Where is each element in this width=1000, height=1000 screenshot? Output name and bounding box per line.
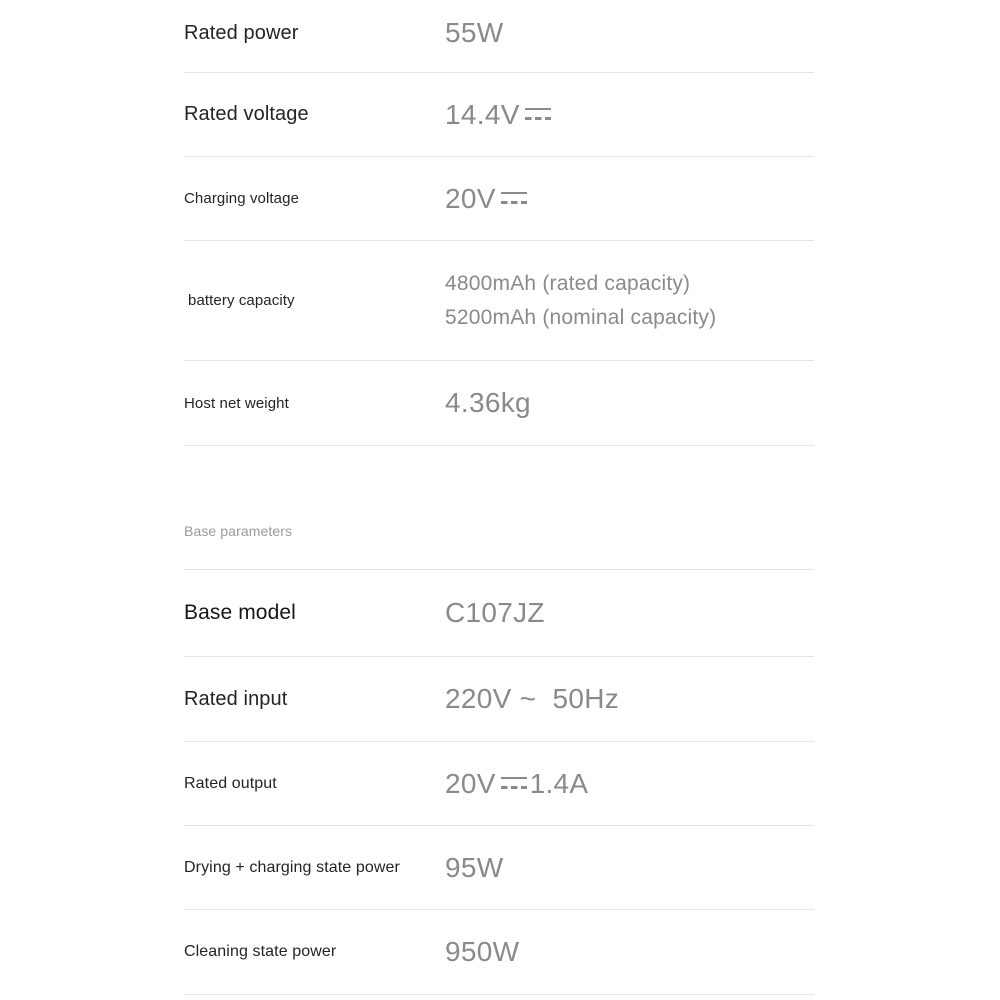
spec-row-base-model [184,570,814,657]
battery-nominal-capacity: 5200mAh (nominal capacity) [445,305,717,329]
spec-value-host-net-weight: 4.36kg [445,387,531,418]
spec-value-cleaning-state-power: 950W [445,936,520,967]
spec-label-battery-capacity: battery capacity [188,292,295,309]
spec-row-rated-input [184,657,814,742]
spec-label-rated-input: Rated input [184,687,288,710]
spec-row-drying-charging-power [184,826,814,910]
section-header-base-parameters [184,446,814,570]
spec-label-charging-voltage: Charging voltage [184,190,300,207]
spec-label-rated-power: Rated power [184,21,299,44]
battery-rated-capacity: 4800mAh (rated capacity) [445,271,691,295]
spec-label-base-model: Base model [184,601,296,624]
spec-value-rated-output: 20V 1.4A [445,767,589,799]
spec-label-host-net-weight: Host net weight [184,394,289,412]
spec-row-rated-power [184,0,814,73]
spec-label-drying-charging-power: Drying + charging state power [184,858,400,876]
spec-row-charging-voltage [184,157,814,241]
spec-row-battery-capacity [184,241,814,361]
spec-label-rated-voltage: Rated voltage [184,103,309,125]
spec-row-rated-output [184,742,814,826]
spec-label-rated-output: Rated output [184,774,277,792]
spec-row-host-net-weight [184,361,814,446]
spec-label-cleaning-state-power: Cleaning state power [184,943,337,960]
spec-table [184,0,814,995]
section-header-label: Base parameters [184,523,293,539]
dc-current-icon [501,777,528,790]
spec-value-base-model: C107JZ [445,597,545,628]
spec-value-rated-power: 55W [445,17,504,48]
spec-value-drying-charging-power: 95W [445,851,504,883]
spec-value-charging-voltage: 20V [445,183,530,215]
spec-value-battery-capacity [445,267,716,335]
dc-current-icon [525,108,552,121]
spec-value-rated-input: 220V ~ 50Hz [445,683,620,714]
spec-value-rated-voltage: 14.4V [445,99,554,131]
spec-row-cleaning-state-power [184,910,814,995]
spec-row-rated-voltage [184,73,814,157]
dc-current-icon [501,192,528,205]
